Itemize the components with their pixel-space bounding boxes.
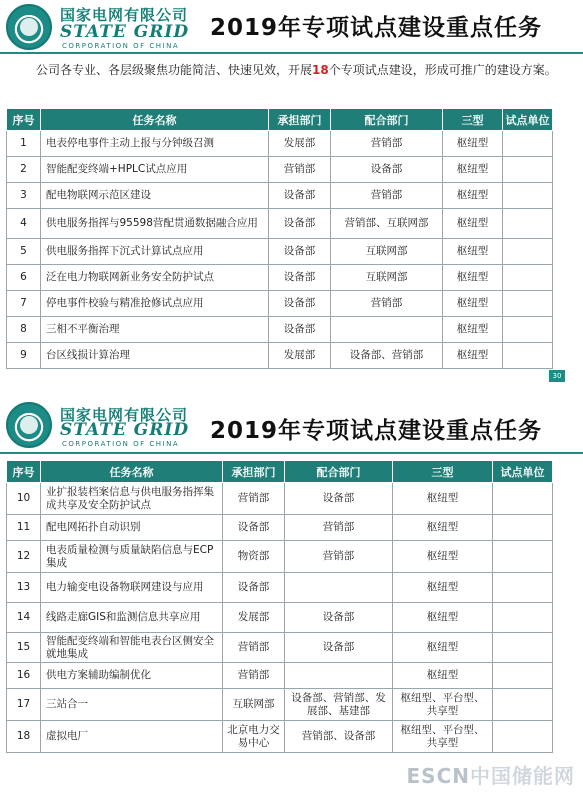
cell-type: 枢纽型 [393, 515, 493, 541]
cell-lead: 设备部 [269, 265, 331, 291]
header-divider [0, 52, 583, 54]
cell-type: 枢纽型 [443, 183, 503, 209]
cell-no: 11 [7, 515, 41, 541]
table-row [7, 157, 553, 183]
cell-name: 电表停电事件主动上报与分钟级召测 [41, 131, 269, 157]
cell-name: 三相不平衡治理 [41, 317, 269, 343]
table-row [7, 541, 553, 573]
cell-no: 3 [7, 183, 41, 209]
cell-no: 4 [7, 209, 41, 239]
table-header-row [7, 109, 553, 131]
cell-lead: 营销部 [269, 157, 331, 183]
table-row [7, 183, 553, 209]
column-header: 三型 [443, 109, 503, 131]
cell-lead: 设备部 [223, 573, 285, 603]
column-header: 任务名称 [41, 109, 269, 131]
logo-subtitle: CORPORATION OF CHINA [62, 42, 180, 50]
cell-coop: 营销部 [331, 183, 443, 209]
cell-lead: 发展部 [269, 343, 331, 369]
cell-no: 2 [7, 157, 41, 183]
column-header: 承担部门 [223, 461, 285, 483]
intro-paragraph [14, 60, 569, 80]
column-header: 任务名称 [41, 461, 223, 483]
slide-1 [0, 0, 583, 392]
cell-name: 智能配变终端和智能电表台区侧安全就地集成 [41, 633, 223, 663]
cell-unit [503, 183, 553, 209]
cell-coop: 设备部 [331, 157, 443, 183]
logo-chinese-name: 国家电网有限公司 [60, 406, 189, 424]
cell-unit [503, 209, 553, 239]
cell-coop: 设备部、营销部 [331, 343, 443, 369]
cell-unit [503, 291, 553, 317]
cell-no: 17 [7, 689, 41, 721]
cell-coop: 营销部、设备部 [285, 721, 393, 753]
table-row [7, 603, 553, 633]
cell-lead: 互联网部 [223, 689, 285, 721]
cell-type: 枢纽型 [443, 131, 503, 157]
cell-name: 配电物联网示范区建设 [41, 183, 269, 209]
watermark-en: ESCN [406, 764, 470, 788]
table-row [7, 721, 553, 753]
cell-name: 三站合一 [41, 689, 223, 721]
cell-name: 泛在电力物联网新业务安全防护试点 [41, 265, 269, 291]
cell-unit [493, 633, 553, 663]
table-row [7, 265, 553, 291]
cell-unit [493, 483, 553, 515]
cell-type: 枢纽型 [443, 157, 503, 183]
cell-lead: 发展部 [269, 131, 331, 157]
cell-name: 电表质量检测与质量缺陷信息与ECP集成 [41, 541, 223, 573]
cell-coop: 设备部 [285, 603, 393, 633]
table-row [7, 343, 553, 369]
cell-lead: 设备部 [269, 209, 331, 239]
slide-header [0, 0, 583, 56]
logo-english-name: STATE GRID [60, 420, 190, 440]
cell-coop [285, 663, 393, 689]
header-divider [0, 452, 583, 454]
table-row [7, 291, 553, 317]
cell-unit [493, 541, 553, 573]
cell-unit [503, 157, 553, 183]
cell-type: 枢纽型 [443, 291, 503, 317]
cell-type: 枢纽型 [393, 483, 493, 515]
column-header: 配合部门 [331, 109, 443, 131]
task-table-1 [6, 108, 553, 369]
cell-lead: 营销部 [223, 633, 285, 663]
cell-no: 9 [7, 343, 41, 369]
column-header: 试点单位 [493, 461, 553, 483]
cell-type: 枢纽型 [393, 541, 493, 573]
cell-no: 5 [7, 239, 41, 265]
slide-title: 2019年专项试点建设重点任务 [210, 418, 543, 444]
cell-type: 枢纽型 [443, 209, 503, 239]
table-row [7, 573, 553, 603]
site-watermark [407, 760, 575, 789]
slide-header [0, 392, 583, 448]
table-row [7, 209, 553, 239]
table-row [7, 515, 553, 541]
table-body [7, 483, 553, 753]
cell-type: 枢纽型、平台型、共享型 [393, 689, 493, 721]
cell-unit [503, 317, 553, 343]
cell-lead: 设备部 [269, 291, 331, 317]
cell-lead: 发展部 [223, 603, 285, 633]
table-row [7, 689, 553, 721]
cell-coop [285, 573, 393, 603]
table-row [7, 663, 553, 689]
intro-text-after: 个专项试点建设，形成可推广的建设方案。 [328, 63, 557, 77]
cell-name: 电力输变电设备物联网建设与应用 [41, 573, 223, 603]
cell-type: 枢纽型 [393, 663, 493, 689]
cell-type: 枢纽型 [443, 239, 503, 265]
logo-chinese-name: 国家电网有限公司 [60, 6, 189, 24]
cell-type: 枢纽型 [443, 343, 503, 369]
page-number: 30 [549, 370, 565, 382]
slide-title: 2019年专项试点建设重点任务 [210, 15, 543, 41]
cell-lead: 营销部 [223, 663, 285, 689]
cell-coop: 设备部 [285, 633, 393, 663]
cell-type: 枢纽型 [443, 265, 503, 291]
cell-unit [503, 239, 553, 265]
cell-coop: 互联网部 [331, 265, 443, 291]
cell-type: 枢纽型 [443, 317, 503, 343]
cell-unit [493, 689, 553, 721]
cell-unit [493, 603, 553, 633]
cell-unit [493, 721, 553, 753]
cell-unit [493, 515, 553, 541]
cell-name: 业扩报装档案信息与供电服务指挥集成共享及安全防护试点 [41, 483, 223, 515]
cell-type: 枢纽型、平台型、共享型 [393, 721, 493, 753]
table-row [7, 633, 553, 663]
task-table-2 [6, 460, 553, 753]
intro-highlight-count: 18 [312, 63, 329, 77]
cell-coop [331, 317, 443, 343]
cell-lead: 设备部 [269, 183, 331, 209]
cell-coop: 营销部、互联网部 [331, 209, 443, 239]
slide-2 [0, 392, 583, 800]
cell-name: 停电事件校验与精准抢修试点应用 [41, 291, 269, 317]
cell-lead: 设备部 [269, 239, 331, 265]
watermark-cn: 中国储能网 [470, 764, 575, 788]
cell-unit [503, 343, 553, 369]
cell-name: 智能配变终端+HPLC试点应用 [41, 157, 269, 183]
table-header-row [7, 461, 553, 483]
table-row [7, 317, 553, 343]
cell-no: 7 [7, 291, 41, 317]
cell-no: 13 [7, 573, 41, 603]
cell-name: 台区线损计算治理 [41, 343, 269, 369]
cell-unit [503, 131, 553, 157]
column-header: 序号 [7, 461, 41, 483]
table-row [7, 239, 553, 265]
cell-name: 配电网拓扑自动识别 [41, 515, 223, 541]
cell-no: 18 [7, 721, 41, 753]
cell-coop: 营销部 [285, 541, 393, 573]
table-row [7, 483, 553, 515]
cell-type: 枢纽型 [393, 633, 493, 663]
cell-lead: 营销部 [223, 483, 285, 515]
cell-coop: 营销部 [331, 131, 443, 157]
cell-name: 供电服务指挥下沉式计算试点应用 [41, 239, 269, 265]
cell-no: 15 [7, 633, 41, 663]
table-row [7, 131, 553, 157]
state-grid-logo-icon [6, 4, 52, 50]
intro-text-before: 公司各专业、各层级聚焦功能简洁、快速见效，开展 [36, 63, 313, 77]
cell-lead: 设备部 [223, 515, 285, 541]
column-header: 承担部门 [269, 109, 331, 131]
cell-coop: 设备部 [285, 483, 393, 515]
cell-unit [493, 573, 553, 603]
cell-coop: 营销部 [331, 291, 443, 317]
cell-name: 线路走廊GIS和监测信息共享应用 [41, 603, 223, 633]
cell-name: 虚拟电厂 [41, 721, 223, 753]
logo-subtitle: CORPORATION OF CHINA [62, 440, 180, 448]
cell-coop: 营销部 [285, 515, 393, 541]
logo-english-name: STATE GRID [60, 22, 190, 42]
column-header: 配合部门 [285, 461, 393, 483]
cell-no: 14 [7, 603, 41, 633]
column-header: 三型 [393, 461, 493, 483]
cell-no: 8 [7, 317, 41, 343]
cell-no: 1 [7, 131, 41, 157]
cell-coop: 互联网部 [331, 239, 443, 265]
column-header: 序号 [7, 109, 41, 131]
cell-no: 10 [7, 483, 41, 515]
cell-lead: 物资部 [223, 541, 285, 573]
cell-no: 16 [7, 663, 41, 689]
cell-name: 供电方案辅助编制优化 [41, 663, 223, 689]
state-grid-logo-icon [6, 402, 52, 448]
cell-type: 枢纽型 [393, 573, 493, 603]
cell-lead: 设备部 [269, 317, 331, 343]
cell-coop: 设备部、营销部、发展部、基建部 [285, 689, 393, 721]
column-header: 试点单位 [503, 109, 553, 131]
table-body [7, 131, 553, 369]
cell-unit [493, 663, 553, 689]
cell-no: 12 [7, 541, 41, 573]
cell-name: 供电服务指挥与95598营配贯通数据融合应用 [41, 209, 269, 239]
cell-unit [503, 265, 553, 291]
cell-lead: 北京电力交易中心 [223, 721, 285, 753]
cell-no: 6 [7, 265, 41, 291]
cell-type: 枢纽型 [393, 603, 493, 633]
